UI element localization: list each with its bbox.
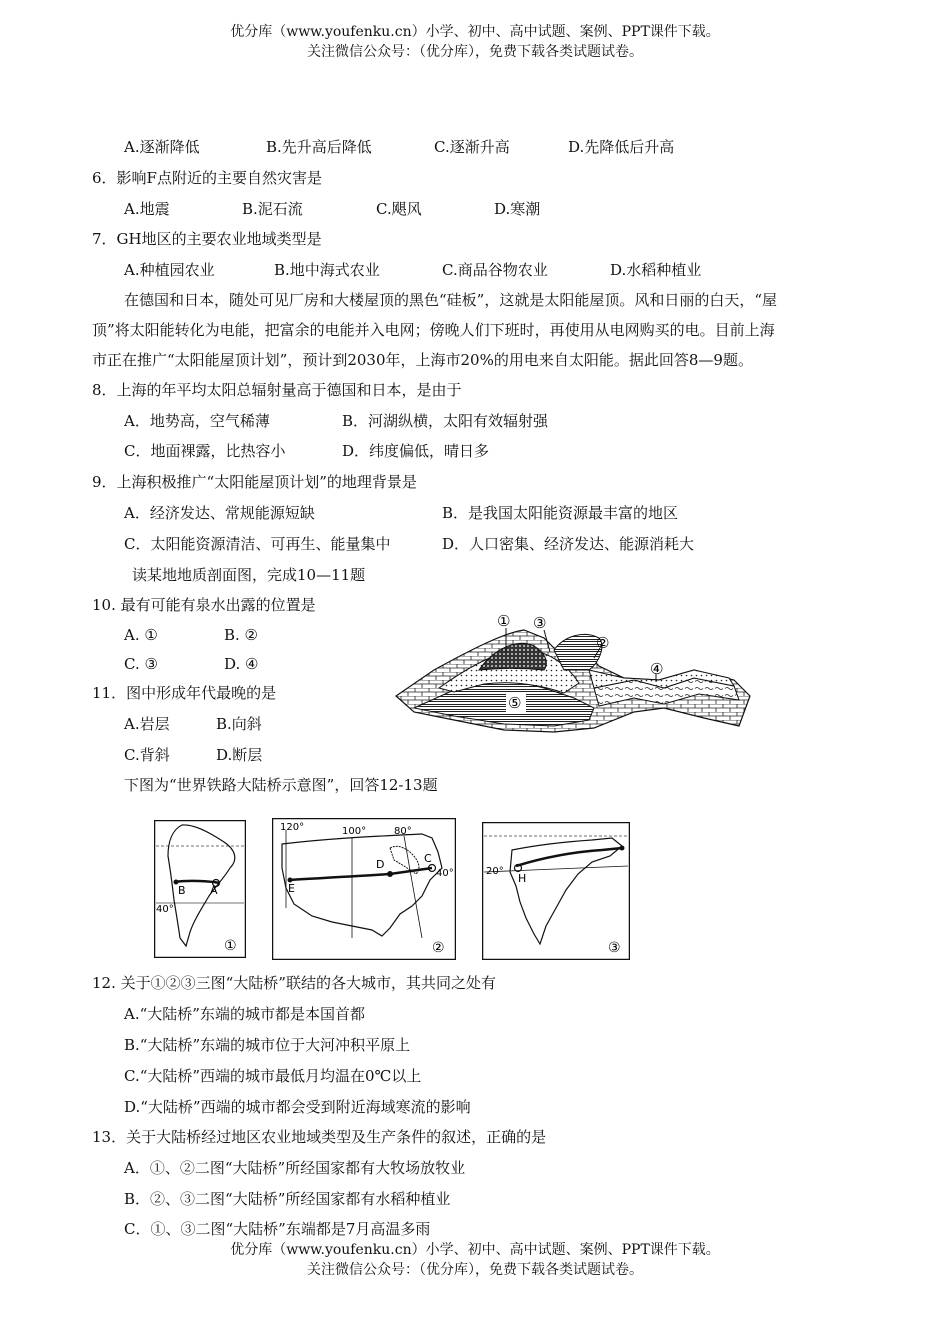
q8-option-b: B．河湖纵横，太阳有效辐射强 [342, 412, 549, 430]
map2-label-d: D [376, 858, 385, 871]
map2-label-e: E [288, 882, 295, 895]
map1-label-a: A [210, 884, 218, 897]
q9-stem: 9．上海积极推广“太阳能屋顶计划”的地理背景是 [92, 473, 417, 491]
q5-option-a: A.逐渐降低 [124, 138, 200, 156]
map-south-america [154, 820, 246, 958]
passage-line-1: 在德国和日本，随处可见厂房和大楼屋顶的黑色“硅板”，这就是太阳能屋顶。风和日丽的白天，“屋 [124, 291, 778, 309]
intro-10-11: 读某地地质剖面图，完成10—11题 [132, 566, 366, 584]
q9-option-c: C．太阳能资源清洁、可再生、能量集中 [124, 535, 391, 553]
q6-option-b: B.泥石流 [242, 200, 303, 218]
q12-option-b: B.“大陆桥”东端的城市位于大河冲积平原上 [124, 1036, 411, 1054]
q13-option-b: B．②、③二图“大陆桥”所经国家都有水稻种植业 [124, 1190, 451, 1208]
map2-lon-100: 100° [342, 826, 367, 837]
geo-label-5: ⑤ [508, 694, 522, 712]
map2-lon-80: 80° [394, 826, 412, 837]
q5-option-b: B.先升高后降低 [266, 138, 372, 156]
map3-number: ③ [608, 940, 621, 956]
q5-option-c: C.逐渐升高 [434, 138, 510, 156]
map2-number: ② [432, 940, 445, 956]
q11-option-b: B.向斜 [216, 715, 262, 733]
map-india [482, 822, 630, 960]
q7-option-b: B.地中海式农业 [274, 261, 380, 279]
q12-option-a: A.“大陆桥”东端的城市都是本国首都 [124, 1005, 365, 1023]
q6-option-d: D.寒潮 [494, 200, 541, 218]
q9-option-b: B．是我国太阳能资源最丰富的地区 [442, 504, 679, 522]
footer-line-1: 优分库（www.youfenku.cn）小学、初中、高中试题、案例、PPT课件下载。 [230, 1242, 720, 1258]
footer-line-2: 关注微信公众号：（优分库），免费下载各类试题试卷。 [307, 1262, 643, 1278]
geo-label-2: ② [596, 634, 610, 652]
q10-option-a: A. ① [124, 626, 158, 644]
q11-stem: 11．图中形成年代最晚的是 [92, 684, 277, 702]
map3-label-h: H [518, 872, 527, 885]
q13-option-a: A．①、②二图“大陆桥”所经国家都有大牧场放牧业 [124, 1159, 466, 1177]
header-line-1: 优分库（www.youfenku.cn）小学、初中、高中试题、案例、PPT课件下载。 [230, 24, 720, 40]
passage-line-2: 顶”将太阳能转化为电能，把富余的电能并入电网；傍晚人们下班时，再使用从电网购买的电。目前上海 [92, 321, 775, 339]
q7-option-c: C.商品谷物农业 [442, 261, 548, 279]
map1-label-b: B [178, 884, 186, 897]
q11-option-d: D.断层 [216, 746, 263, 764]
q7-stem: 7．GH地区的主要农业地域类型是 [92, 230, 322, 248]
map2-lat-40: 40° [436, 868, 454, 879]
q8-stem: 8．上海的年平均太阳总辐射量高于德国和日本，是由于 [92, 381, 462, 399]
passage-line-3: 市正在推广“太阳能屋顶计划”，预计到2030年，上海市20%的用电来自太阳能。据此回答8—9题。 [92, 351, 753, 369]
q10-option-b: B. ② [224, 626, 259, 644]
q6-option-c: C.飓风 [376, 200, 422, 218]
intro-12-13: 下图为“世界铁路大陆桥示意图”，回答12-13题 [124, 776, 438, 794]
q9-option-a: A．经济发达、常规能源短缺 [124, 504, 315, 522]
q10-stem: 10. 最有可能有泉水出露的位置是 [92, 596, 316, 614]
header-line-2: 关注微信公众号：（优分库），免费下载各类试题试卷。 [307, 44, 643, 60]
map3-lat-20: 20° [486, 866, 504, 877]
map1-lat-40: 40° [156, 904, 174, 915]
q7-option-a: A.种植园农业 [124, 261, 215, 279]
q12-option-c: C.“大陆桥”西端的城市最低月均温在0℃以上 [124, 1067, 422, 1085]
map1-number: ① [224, 938, 237, 954]
q8-option-c: C．地面裸露，比热容小 [124, 442, 286, 460]
q6-option-a: A.地震 [124, 200, 170, 218]
q13-stem: 13．关于大陆桥经过地区农业地域类型及生产条件的叙述，正确的是 [92, 1128, 547, 1146]
q11-option-a: A.岩层 [124, 715, 170, 733]
q8-option-a: A．地势高，空气稀薄 [124, 412, 270, 430]
q12-stem: 12. 关于①②③三图“大陆桥”联结的各大城市，其共同之处有 [92, 974, 496, 992]
geo-label-1: ① [497, 612, 511, 630]
q11-option-c: C.背斜 [124, 746, 170, 764]
map2-lon-120: 120° [280, 822, 305, 833]
q10-option-c: C. ③ [124, 655, 158, 673]
geology-cross-section [394, 608, 756, 738]
map-north-america [272, 818, 456, 960]
q5-option-d: D.先降低后升高 [568, 138, 675, 156]
map2-label-c: C [424, 852, 432, 865]
q13-option-c: C．①、③二图“大陆桥”东端都是7月高温多雨 [124, 1220, 431, 1238]
geo-label-4: ④ [650, 660, 664, 678]
q8-option-d: D．纬度偏低，晴日多 [342, 442, 490, 460]
q10-option-d: D. ④ [224, 655, 259, 673]
geo-label-3: ③ [533, 614, 547, 632]
q6-stem: 6．影响F点附近的主要自然灾害是 [92, 169, 322, 187]
q9-option-d: D．人口密集、经济发达、能源消耗大 [442, 535, 695, 553]
q12-option-d: D.“大陆桥”西端的城市都会受到附近海域寒流的影响 [124, 1098, 471, 1116]
q7-option-d: D.水稻种植业 [610, 261, 702, 279]
